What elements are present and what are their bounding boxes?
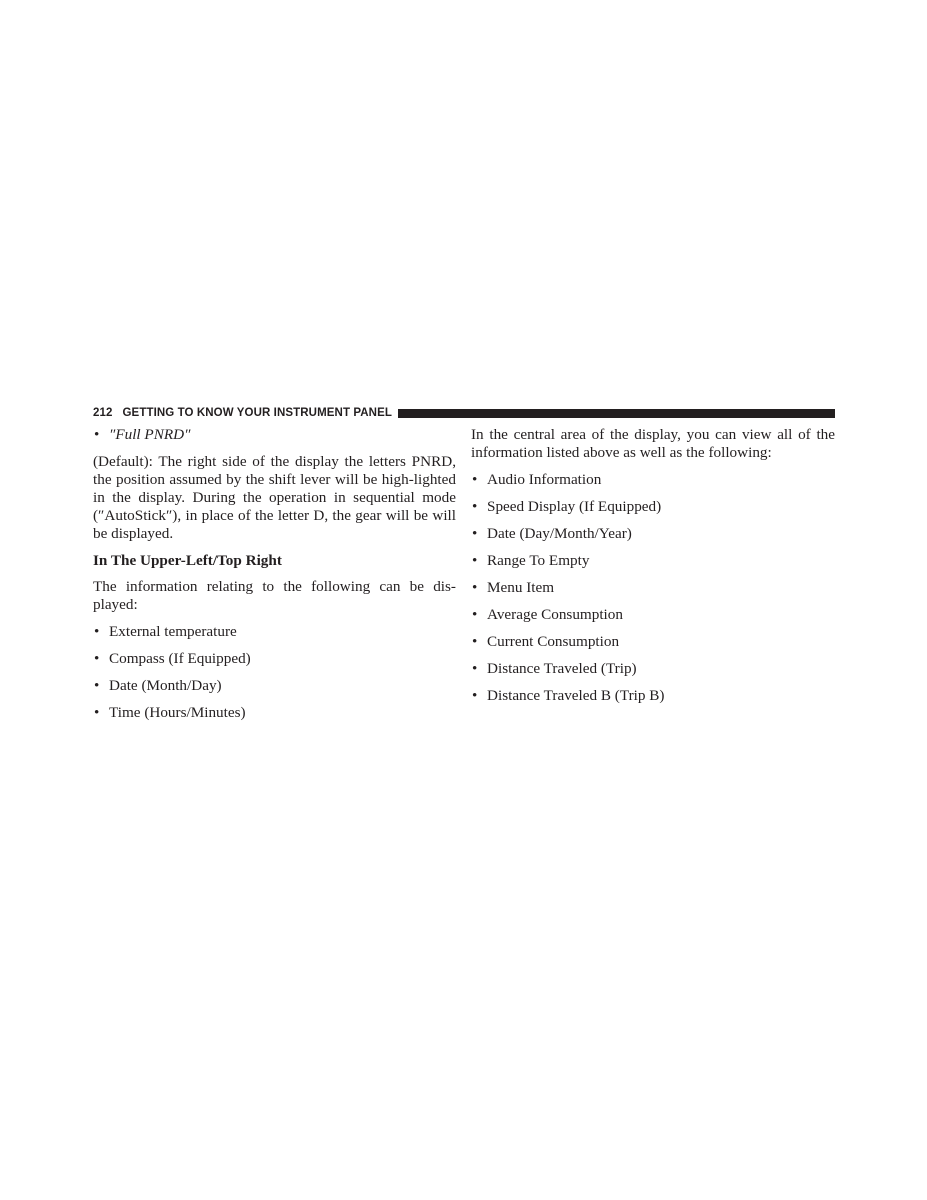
list-item-text: External temperature xyxy=(109,623,237,640)
bullet-icon: • xyxy=(472,552,478,569)
list-item xyxy=(471,606,835,624)
mode-name: ″Full PNRD″ xyxy=(109,426,191,443)
mode-list xyxy=(93,426,456,444)
bullet-icon: • xyxy=(94,704,100,721)
list-item-text: Average Consumption xyxy=(487,606,623,623)
list-item-text: Audio Information xyxy=(487,471,602,488)
list-item xyxy=(471,660,835,678)
list-item-text: Speed Display (If Equipped) xyxy=(487,498,662,515)
list-item-text: Date (Month/Day) xyxy=(109,677,222,694)
list-item-text: Menu Item xyxy=(487,579,555,596)
bullet-icon: • xyxy=(94,677,100,694)
list-item xyxy=(471,471,835,489)
list-item-text: Time (Hours/Minutes) xyxy=(109,704,246,721)
list-item xyxy=(471,498,835,516)
section-title: GETTING TO KNOW YOUR INSTRUMENT PANEL xyxy=(122,407,392,419)
bullet-icon: • xyxy=(472,606,478,623)
central-info-list xyxy=(471,471,835,705)
bullet-icon: • xyxy=(94,426,100,443)
list-item xyxy=(471,633,835,651)
list-item xyxy=(471,525,835,543)
list-item-text: Distance Traveled (Trip) xyxy=(487,660,637,677)
left-column xyxy=(93,426,456,731)
list-item xyxy=(93,650,456,668)
bullet-icon: • xyxy=(472,498,478,515)
header-rule xyxy=(398,409,835,418)
page-number: 212 xyxy=(93,407,113,419)
bullet-icon: • xyxy=(472,579,478,596)
bullet-icon: • xyxy=(472,525,478,542)
list-item xyxy=(93,704,456,722)
list-item xyxy=(93,677,456,695)
list-item xyxy=(471,687,835,705)
central-intro-paragraph: In the central area of the display, you can view all of the information listed above as well as the following: xyxy=(471,426,835,461)
right-column xyxy=(471,426,835,714)
section-subheading: In The Upper-Left/Top Right xyxy=(93,552,282,569)
bullet-icon: • xyxy=(472,660,478,677)
list-item-text: Date (Day/Month/Year) xyxy=(487,525,632,542)
bullet-icon: • xyxy=(94,650,100,667)
list-item-text: Compass (If Equipped) xyxy=(109,650,251,667)
list-item-text: Range To Empty xyxy=(487,552,590,569)
page-header xyxy=(93,406,835,420)
bullet-icon: • xyxy=(472,687,478,704)
list-item xyxy=(471,579,835,597)
list-item-text: Current Consumption xyxy=(487,633,620,650)
default-paragraph: (Default): The right side of the display the letters PNRD, the position assumed by the shift lever will be high-lighted in the display. During the operation in sequential mode (″AutoStick″), in place of the letter D, the gear will be will be displayed. xyxy=(93,453,456,542)
list-item xyxy=(93,623,456,641)
upper-info-list xyxy=(93,623,456,722)
bullet-icon: • xyxy=(94,623,100,640)
intro-paragraph: The information relating to the following can be dis-played: xyxy=(93,578,456,613)
bullet-icon: • xyxy=(472,633,478,650)
bullet-icon: • xyxy=(472,471,478,488)
list-item xyxy=(471,552,835,570)
list-item xyxy=(93,426,456,444)
list-item-text: Distance Traveled B (Trip B) xyxy=(487,687,665,704)
